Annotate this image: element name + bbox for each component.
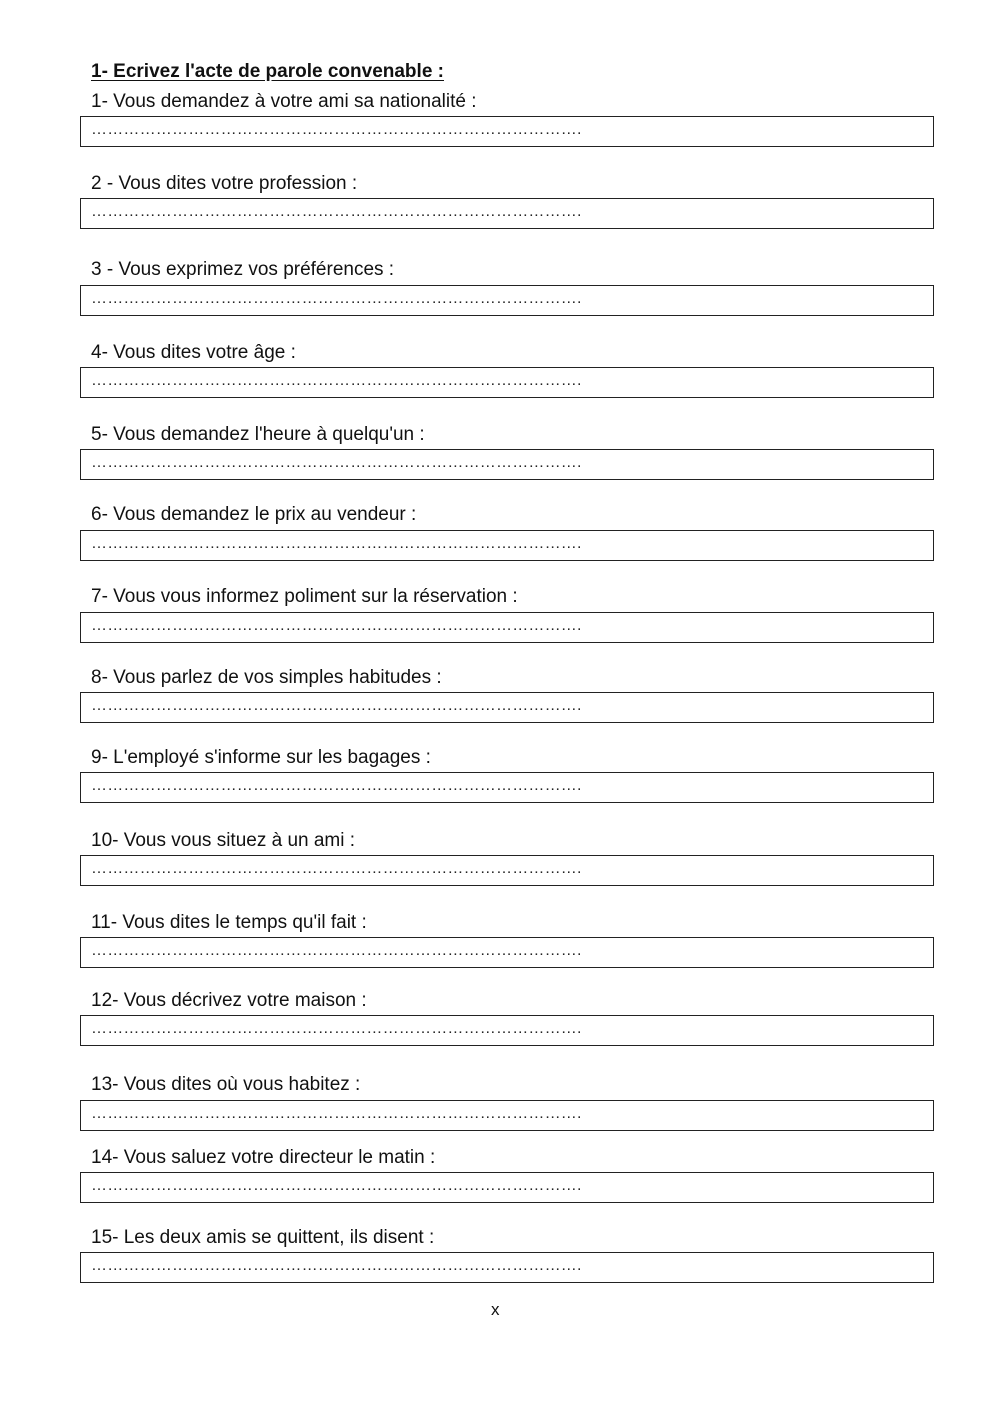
- answer-box[interactable]: [80, 116, 934, 147]
- answer-dots: ……………………………………………………………………………….: [91, 1177, 582, 1194]
- question-label: 3 - Vous exprimez vos préférences :: [91, 259, 395, 280]
- answer-box[interactable]: [80, 198, 934, 229]
- answer-dots: ……………………………………………………………………………….: [91, 942, 582, 959]
- answer-dots: ……………………………………………………………………………….: [91, 535, 582, 552]
- answer-dots: ……………………………………………………………………………….: [91, 697, 582, 714]
- answer-box[interactable]: [80, 692, 934, 723]
- question-label: 2 - Vous dites votre profession :: [91, 173, 358, 194]
- answer-box[interactable]: [80, 449, 934, 480]
- answer-dots: ……………………………………………………………………………….: [91, 1020, 582, 1037]
- answer-dots: ……………………………………………………………………………….: [91, 121, 582, 138]
- answer-box[interactable]: [80, 937, 934, 968]
- answer-dots: ……………………………………………………………………………….: [91, 372, 582, 389]
- question-label: 7- Vous vous informez poliment sur la réservation :: [91, 586, 518, 607]
- answer-box[interactable]: [80, 367, 934, 398]
- answer-dots: ……………………………………………………………………………….: [91, 1257, 582, 1274]
- answer-dots: ……………………………………………………………………………….: [91, 1105, 582, 1122]
- question-label: 8- Vous parlez de vos simples habitudes :: [91, 667, 442, 688]
- question-label: 13- Vous dites où vous habitez :: [91, 1074, 361, 1095]
- answer-dots: ……………………………………………………………………………….: [91, 454, 582, 471]
- answer-dots: ……………………………………………………………………………….: [91, 860, 582, 877]
- question-label: 1- Vous demandez à votre ami sa nationalité :: [91, 91, 477, 112]
- answer-dots: ……………………………………………………………………………….: [91, 290, 582, 307]
- question-label: 4- Vous dites votre âge :: [91, 342, 296, 363]
- answer-box[interactable]: [80, 1172, 934, 1203]
- answer-box[interactable]: [80, 530, 934, 561]
- question-label: 6- Vous demandez le prix au vendeur :: [91, 504, 417, 525]
- answer-box[interactable]: [80, 285, 934, 316]
- question-label: 11- Vous dites le temps qu'il fait :: [91, 912, 367, 933]
- answer-dots: ……………………………………………………………………………….: [91, 777, 582, 794]
- question-label: 9- L'employé s'informe sur les bagages :: [91, 747, 431, 768]
- answer-box[interactable]: [80, 1015, 934, 1046]
- question-label: 15- Les deux amis se quittent, ils disent :: [91, 1227, 435, 1248]
- question-label: 12- Vous décrivez votre maison :: [91, 990, 367, 1011]
- question-label: 14- Vous saluez votre directeur le matin :: [91, 1147, 436, 1168]
- answer-box[interactable]: [80, 612, 934, 643]
- answer-dots: ……………………………………………………………………………….: [91, 203, 582, 220]
- answer-box[interactable]: [80, 1252, 934, 1283]
- footer-mark: x: [491, 1300, 500, 1319]
- answer-box[interactable]: [80, 1100, 934, 1131]
- answer-box[interactable]: [80, 855, 934, 886]
- exercise-title: 1- Ecrivez l'acte de parole convenable :: [91, 61, 444, 82]
- question-label: 5- Vous demandez l'heure à quelqu'un :: [91, 424, 425, 445]
- answer-box[interactable]: [80, 772, 934, 803]
- answer-dots: ……………………………………………………………………………….: [91, 617, 582, 634]
- question-label: 10- Vous vous situez à un ami :: [91, 830, 356, 851]
